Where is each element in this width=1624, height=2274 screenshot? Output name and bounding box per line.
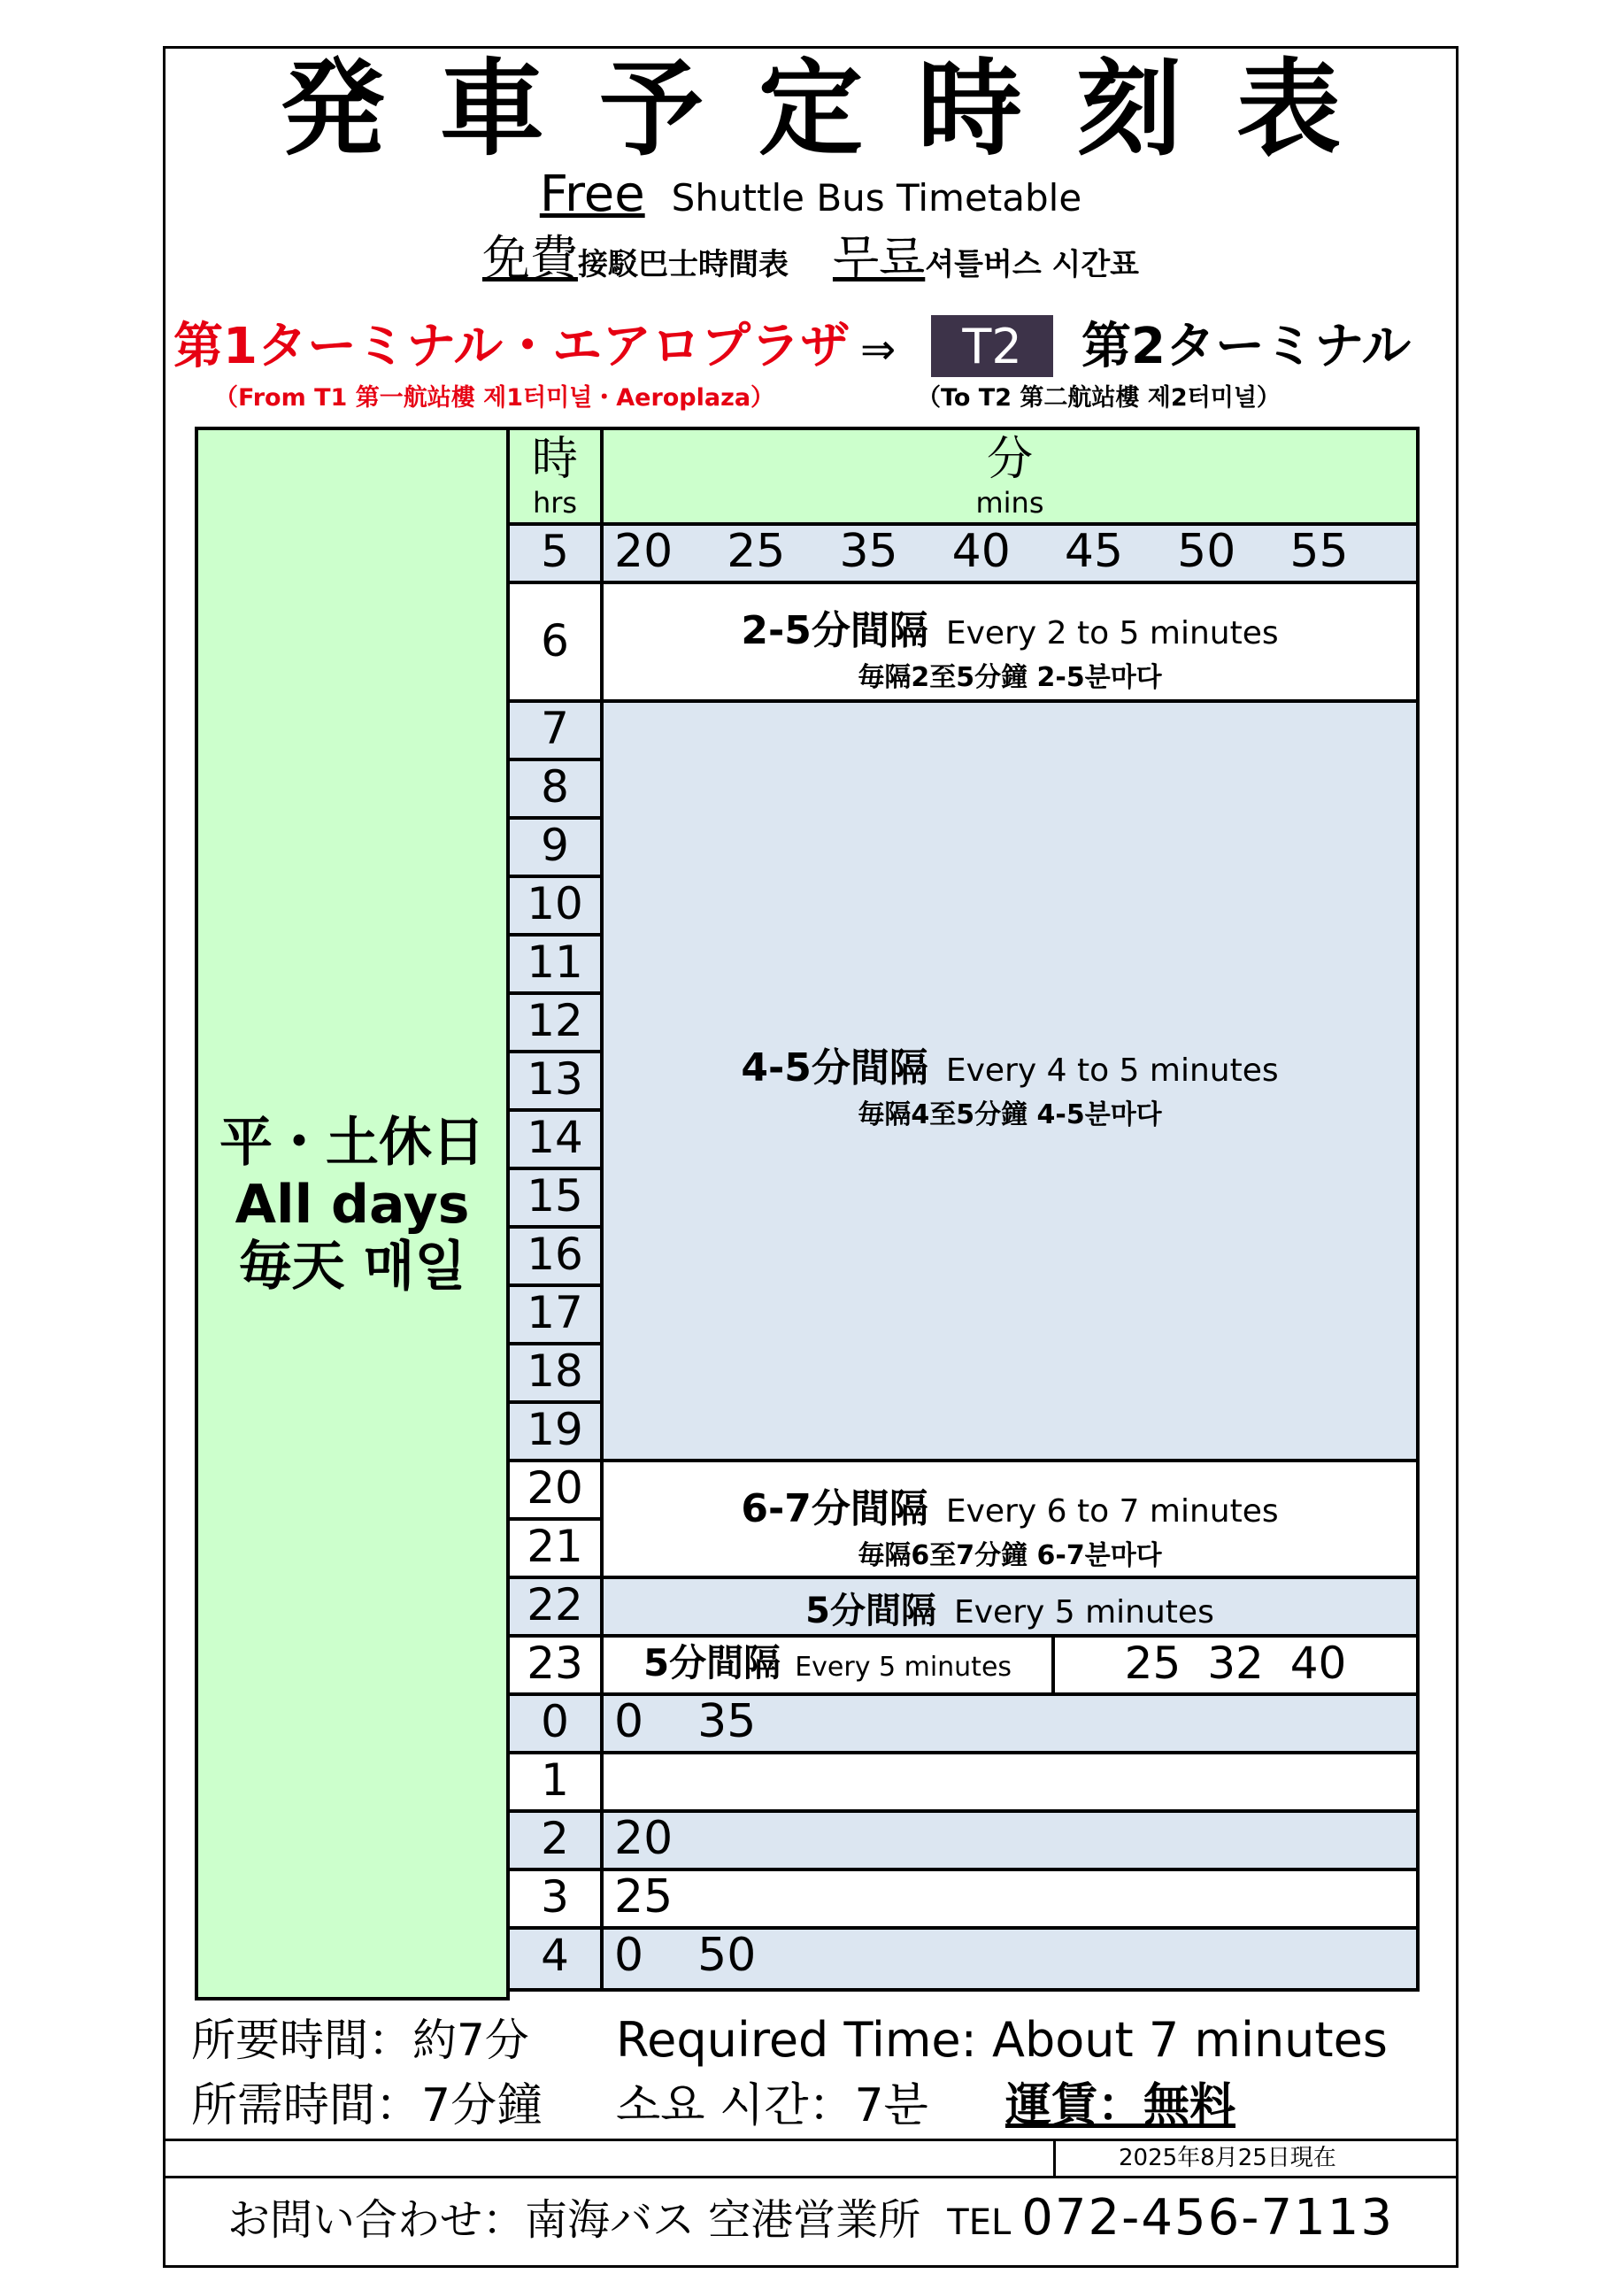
- divider: [163, 2176, 1459, 2178]
- minute-header-label: 分: [986, 433, 1033, 486]
- minutes-row-0: [600, 1692, 1420, 1754]
- terminal-badge: T2: [931, 315, 1053, 377]
- minutes-rows-7-19: [600, 699, 1420, 1462]
- interval-label: 2-5分間隔: [741, 608, 928, 653]
- minutes-rows-20-21: [600, 1459, 1420, 1579]
- route-origin-sub: （From T1 第一航站樓 제1터미널・Aeroplaza）: [214, 384, 775, 412]
- service-days-column: [195, 427, 510, 2000]
- minutes-row-23-interval: [604, 1638, 1055, 1692]
- cn-title: 接駁巴士時間表: [577, 247, 789, 282]
- hour-cell: 22: [506, 1576, 604, 1638]
- required-time-kr: 소요 시간：7분: [616, 2079, 928, 2132]
- hour-cell: 2: [506, 1809, 604, 1871]
- hour-header: [506, 427, 604, 526]
- route-arrow-icon: ⇒: [860, 325, 897, 374]
- minutes-values: 20: [614, 1812, 673, 1865]
- divider-vertical: [1053, 2139, 1056, 2176]
- effective-date: 2025年8月25日現在: [1119, 2145, 1336, 2171]
- minutes-row-3: [600, 1868, 1420, 1930]
- hour-cell: 7: [506, 699, 604, 761]
- required-time-cn: 所需時間：7分鐘: [191, 2079, 543, 2132]
- kr-title: 셔틀버스 시간표: [925, 247, 1140, 282]
- hour-cell: 5: [506, 522, 604, 584]
- hour-cell: 15: [506, 1167, 604, 1229]
- page-title: 発車予定時刻表: [280, 48, 1396, 170]
- cn-free: 免費: [481, 230, 578, 286]
- hour-cell: 21: [506, 1517, 604, 1579]
- route-destination-sub: （To T2 第二航站樓 제2터미널）: [917, 384, 1281, 412]
- minutes-row-4: [600, 1926, 1420, 1992]
- hour-cell: 8: [506, 758, 604, 820]
- minutes-row-23: [600, 1634, 1420, 1696]
- minutes-row-2: [600, 1809, 1420, 1871]
- hour-cell: 0: [506, 1692, 604, 1754]
- service-days: [198, 1112, 506, 1298]
- phone-number[interactable]: 072-456-7113: [1021, 2189, 1394, 2247]
- minutes-row-23-values: 25 32 40: [1124, 1638, 1347, 1689]
- hour-cell: 18: [506, 1342, 604, 1404]
- contact-office: お問い合わせ：南海バス 空港営業所: [227, 2195, 921, 2245]
- route-destination: 第2ターミナル: [1081, 318, 1412, 375]
- fare-free: 運賃：無料: [1005, 2079, 1236, 2132]
- minutes-values: 0 50: [614, 1929, 757, 1982]
- minutes-row-22: [600, 1576, 1420, 1638]
- hour-cell: 10: [506, 875, 604, 937]
- free-label: Free: [539, 166, 645, 223]
- hour-cell: 19: [506, 1400, 604, 1462]
- interval-sub: 毎隔6至7分鐘 6-7분마다: [858, 1540, 1162, 1571]
- hour-cell: 6: [506, 581, 604, 703]
- interval-label: 4-5分間隔: [741, 1045, 928, 1091]
- hour-cell: 1: [506, 1751, 604, 1813]
- hour-cell: 20: [506, 1459, 604, 1521]
- minute-header: [600, 427, 1420, 526]
- hour-cell: 4: [506, 1926, 604, 1992]
- hour-header-label: 時: [531, 433, 578, 486]
- minutes-row-1: [600, 1751, 1420, 1813]
- minutes-values: 20 25 35 40 45 50 55: [614, 525, 1349, 578]
- interval-en: Every 5 minutes: [795, 1652, 1012, 1683]
- minutes-row-5: [600, 522, 1420, 584]
- subtitle-en: [163, 168, 1459, 225]
- interval-en: Every 2 to 5 minutes: [945, 615, 1279, 651]
- hour-cell: 13: [506, 1050, 604, 1112]
- minute-header-sub: mins: [975, 486, 1044, 520]
- hour-cell: 11: [506, 933, 604, 995]
- days-en: All days: [235, 1174, 470, 1236]
- hour-cell: 9: [506, 816, 604, 878]
- required-time-en: Required Time: About 7 minutes: [616, 2012, 1388, 2068]
- hour-cell: 3: [506, 1868, 604, 1930]
- interval-en: Every 5 minutes: [954, 1594, 1214, 1630]
- hour-cell: 23: [506, 1634, 604, 1696]
- required-time-jp: 所要時間：約7分: [191, 2015, 529, 2066]
- interval-en: Every 4 to 5 minutes: [945, 1052, 1279, 1089]
- tel-label: TEL: [947, 2202, 1012, 2243]
- interval-sub: 毎隔2至5分鐘 2-5분마다: [858, 662, 1162, 693]
- subtitle-en-text: Shuttle Bus Timetable: [671, 176, 1082, 220]
- interval-label: 6-7分間隔: [741, 1486, 928, 1531]
- hour-cell: 16: [506, 1225, 604, 1287]
- interval-en: Every 6 to 7 minutes: [945, 1493, 1279, 1530]
- hour-cell: 17: [506, 1283, 604, 1345]
- minutes-values: 25: [614, 1870, 673, 1923]
- kr-free: 무료: [832, 230, 926, 286]
- interval-label: 5分間隔: [805, 1591, 936, 1631]
- days-cn-kr: 毎天 매일: [238, 1236, 466, 1298]
- minutes-values: 0 35: [614, 1695, 757, 1748]
- hour-cell: 14: [506, 1108, 604, 1170]
- subtitle-cn-kr: [163, 230, 1459, 293]
- contact-info: [163, 2179, 1459, 2262]
- hour-cell: 12: [506, 991, 604, 1053]
- route-origin: 第1ターミナル・エアロプラザ: [173, 318, 850, 375]
- days-jp: 平・土休日: [219, 1112, 485, 1174]
- hour-header-sub: hrs: [532, 486, 578, 520]
- interval-sub: 毎隔4至5分鐘 4-5분마다: [858, 1099, 1162, 1130]
- minutes-row-6: [600, 581, 1420, 703]
- interval-label: 5分間隔: [643, 1641, 781, 1684]
